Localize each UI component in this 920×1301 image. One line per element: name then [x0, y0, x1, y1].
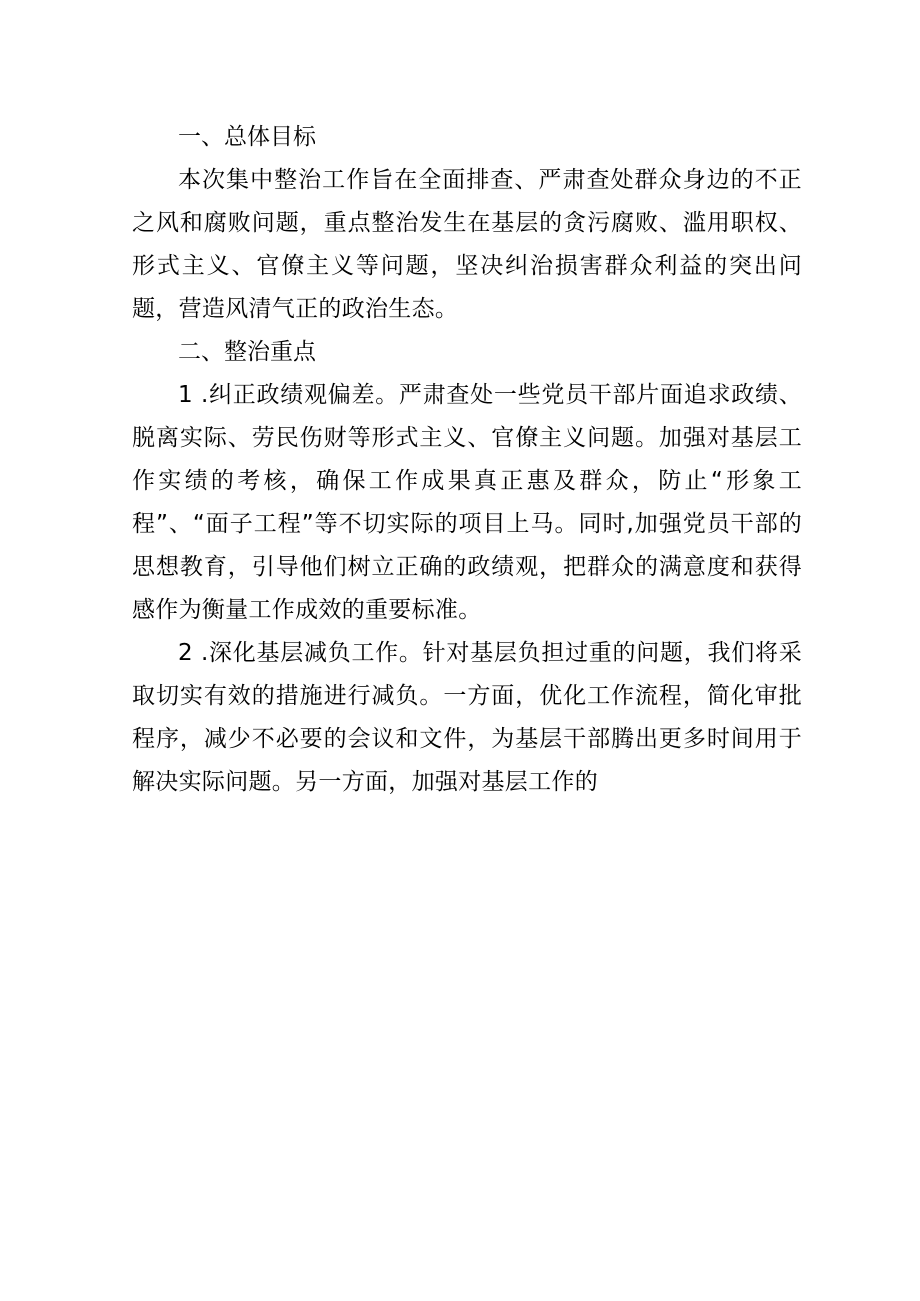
paragraph-item-2: 2 .深化基层减负工作。针对基层负担过重的问题，我们将采取切实有效的措施进行减负。一方面，优化工作流程，简化审批程序，减少不必要的会议和文件，为基层干部腾出更多时间用于解决实际问题。另一方面，加强对基层工作的	[132, 640, 802, 795]
paragraph-overall-goal: 本次集中整治工作旨在全面排查、严肃查处群众身边的不正之风和腐败问题，重点整治发生在基层的贪污腐败、滥用职权、形式主义、官僚主义等问题，坚决纠治损害群众利益的突出问题，营造风清气正的政治生态。	[132, 167, 802, 322]
document-page	[132, 116, 802, 804]
paragraph-item-1: 1 .纠正政绩观偏差。严肃查处一些党员干部片面追求政绩、脱离实际、劳民伤财等形式主义、官僚主义问题。加强对基层工作实绩的考核，确保工作成果真正惠及群众，防止“形象工程”、“面子工程”等不切实际的项目上马。同时,加强党员干部的思想教育，引导他们树立正确的政绩观，把群众的满意度和获得感作为衡量工作成效的重要标准。	[132, 382, 802, 623]
section-heading-key-focus: 二、整治重点	[178, 339, 316, 365]
section-heading-overall-goal: 一、总体目标	[178, 124, 316, 150]
